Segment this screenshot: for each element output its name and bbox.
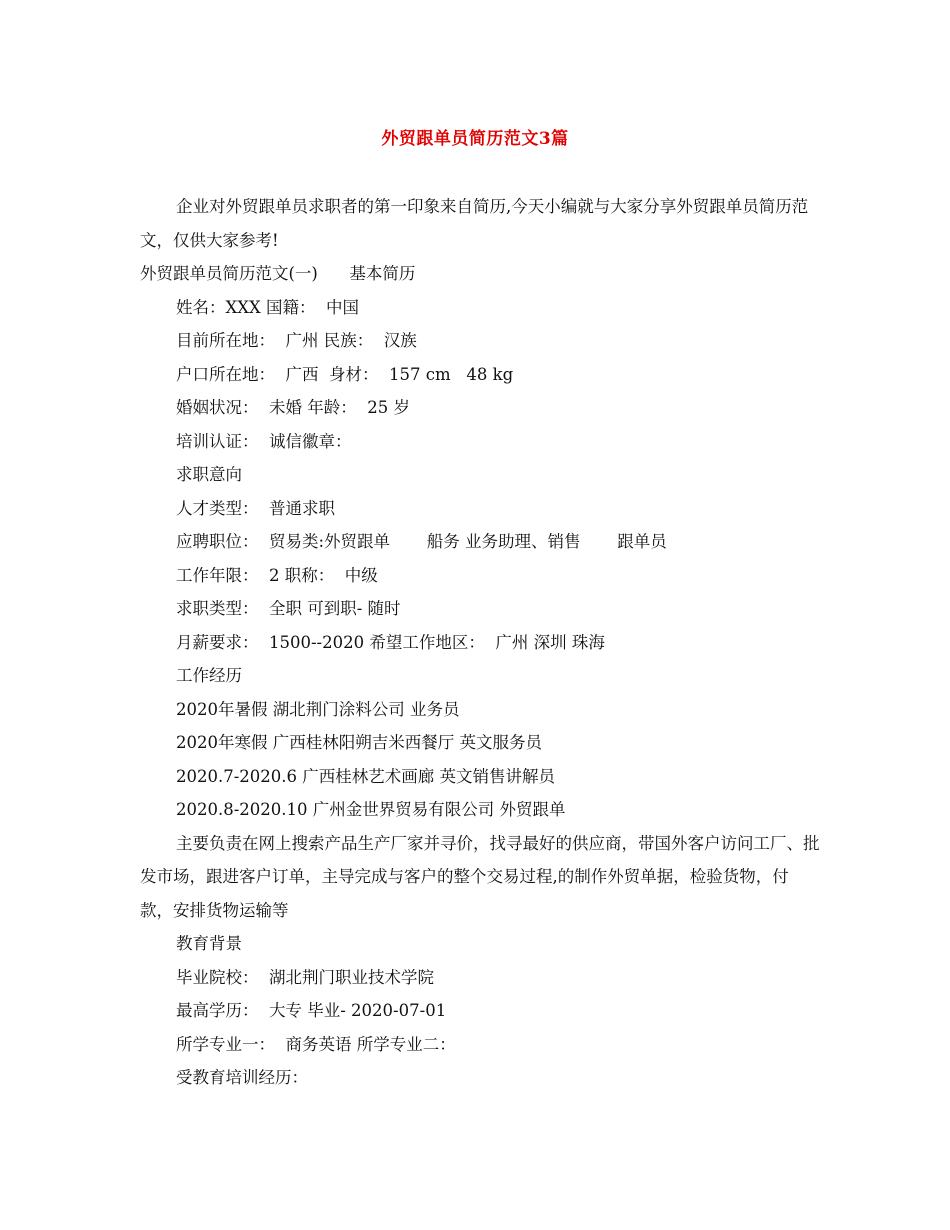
job-intent-salary: 月薪要求： 1500--2020 希望工作地区： 广州 深圳 珠海 [176,632,605,652]
basic-info-location: 目前所在地： 广州 民族： 汉族 [176,331,417,350]
basic-info-certification: 培训认证： 诚信徽章： [176,431,352,451]
job-intent-type: 人才类型： 普通求职 [176,498,335,518]
section-heading: 外贸跟单员简历范文(一) 基本简历 [140,264,416,283]
basic-info-marital: 婚姻状况： 未婚 年龄： 25 岁 [176,398,410,417]
work-item: 2020.7-2020.6 广西桂林艺术画廊 英文销售讲解员 [176,766,556,786]
work-description: 主要负责在网上搜索产品生产厂家并寻价，找寻最好的供应商，带国外客户访问工厂、批发市场，跟进客户订单，主导完成与客户的整个交易过程,的制作外贸单据，检验货物，付款，安排货物运输等 [140,833,820,920]
work-item: 2020年寒假 广西桂林阳朔吉米西餐厅 英文服务员 [176,733,542,752]
education-degree: 最高学历： 大专 毕业- 2020-07-01 [176,1001,447,1020]
job-intent-kind: 求职类型： 全职 可到职- 随时 [176,599,401,618]
job-intent-position: 应聘职位： 贸易类:外贸跟单 船务 业务助理、销售 跟单员 [176,532,667,551]
basic-info-name: 姓名：XXX 国籍： 中国 [176,297,359,317]
basic-info-hukou: 户口所在地： 广西 身材： 157 cm 48 kg [176,364,514,384]
job-intent-heading: 求职意向 [176,465,242,484]
work-item: 2020.8-2020.10 广州金世界贸易有限公司 外贸跟单 [176,800,566,819]
work-heading: 工作经历 [176,666,242,685]
document-title: 外贸跟单员简历范文3篇 [381,129,569,149]
work-item: 2020年暑假 湖北荆门涂料公司 业务员 [176,699,460,719]
education-major: 所学专业一： 商务英语 所学专业二： [176,1034,456,1054]
document-body [140,190,820,1095]
education-training: 受教育培训经历： [176,1068,308,1087]
job-intent-years: 工作年限： 2 职称： 中级 [176,565,378,585]
education-school: 毕业院校： 湖北荆门职业技术学院 [176,967,434,987]
education-heading: 教育背景 [176,934,242,953]
intro-paragraph: 企业对外贸跟单员求职者的第一印象来自简历,今天小编就与大家分享外贸跟单员简历范文，仅供大家参考! [140,197,809,250]
